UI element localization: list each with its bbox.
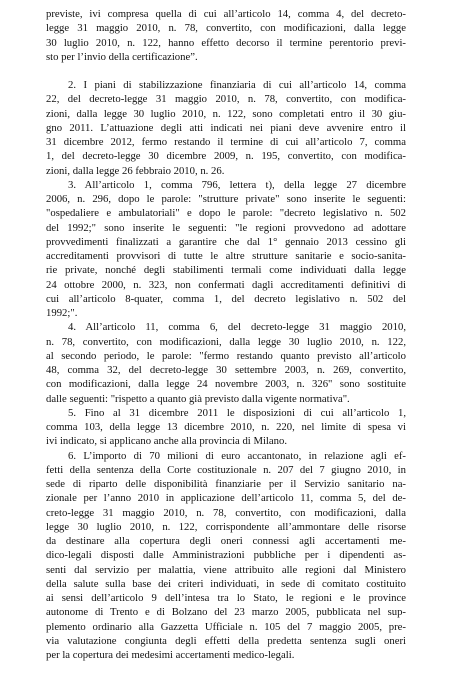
text-line: ivi indicato, si applicano anche alla provincia di Milano.: [46, 435, 287, 448]
text-line: 1, del decreto-legge 30 dicembre 2009, n. 195, convertito, con modifica-: [46, 150, 406, 163]
text-line: 31 dicembre 2012, fermo restando il termine di cui all’articolo 7, comma: [46, 136, 406, 148]
text-line: provvedimenti finalizzati a garantire che dal 1° gennaio 2013 cessino gli: [46, 235, 406, 248]
text-line: legge 30 luglio 2010, n. 122, corrispondente all’ammontare delle risorse: [46, 520, 406, 533]
text-line: accreditamenti provvisori di tutte le altre strutture sanitarie e socio-sanita-: [46, 250, 406, 262]
text-line: ai sensi dell’articolo 9 dell’intesa tra lo Stato, le regioni e le province: [46, 592, 406, 604]
text-line: 2006, n. 296, dopo le parole: "strutture private" sono inserite le seguenti:: [46, 193, 406, 205]
text-line: plemento ordinario alla Gazzetta Ufficiale n. 105 del 7 maggio 2005, pre-: [46, 620, 406, 633]
text-line: dico-legali disposti dalle Amministrazioni pubbliche per i dipendenti as-: [46, 549, 406, 562]
text-line: zionale per l’anno 2010 in applicazione dell’articolo 11, comma 5, del de-: [46, 492, 406, 505]
text-line: per la copertura dei medesimi accertamenti medico-legali.: [46, 649, 295, 661]
text-line: 24 ottobre 2000, n. 323, non confermati dagli accreditamenti definitivi di: [46, 278, 406, 291]
paragraph-3: [46, 178, 406, 321]
paragraph-gap: [46, 64, 406, 78]
text-line: senti dal servizio per malattia, viene attribuito alle regioni dal Ministero: [46, 563, 406, 576]
text-line: al secondo periodo, le parole: "fermo restando quanto previsto all’articolo: [46, 349, 406, 362]
text-line: creto-legge 31 maggio 2010, n. 78, convertito, con modificazioni, dalla: [46, 506, 406, 519]
text-line: 2. I piani di stabilizzazione finanziaria di cui all’articolo 14, comma: [68, 79, 406, 91]
paragraph-5: [46, 406, 406, 449]
text-line: rie private, nonché degli stabilimenti termali come individuati dalla legge: [46, 264, 406, 277]
paragraph-intro: [46, 7, 406, 64]
text-line: 3. All’articolo 1, comma 796, lettera t), della legge 27 dicembre: [68, 178, 406, 191]
text-line: della salute sulla base dei criteri individuati, in sede di comitato costituito: [46, 577, 406, 590]
text-line: 48, comma 32, del decreto-legge 30 settembre 2003, n. 269, convertito,: [46, 364, 406, 376]
text-line: sto per l’invio della certificazione”.: [46, 50, 198, 63]
text-line: gno 2011. L’attuazione degli atti indicati nei piani deve avvenire entro il: [46, 121, 406, 134]
text-line: legge 31 maggio 2010, n. 78, convertito, con modificazioni, dalla legge: [46, 22, 406, 35]
text-line: 5. Fino al 31 dicembre 2011 le disposizioni di cui all’articolo 1,: [68, 406, 406, 419]
text-line: fetti della sentenza della Corte costituzionale n. 207 del 7 giugno 2010, in: [46, 463, 406, 476]
text-line: zioni, dalla legge 30 luglio 2010, n. 122, sono completati entro il 30 giu-: [46, 107, 406, 120]
text-line: n. 78, convertito, con modificazioni, dalla legge 30 luglio 2010, n. 122,: [46, 335, 406, 348]
text-line: comma 103, della legge 13 dicembre 2010, n. 220, nel limite di spesa vi: [46, 421, 406, 433]
text-line: 1992;".: [46, 307, 78, 319]
text-line: cui all’articolo 8-quater, comma 1, del decreto legislativo n. 502 del: [46, 292, 406, 305]
text-line: da destinare alla copertura degli oneri connessi agli accertamenti me-: [46, 535, 406, 547]
text-line: zioni, dalla legge 26 febbraio 2010, n. 26.: [46, 164, 225, 177]
text-line: dalle seguenti: "rispetto a quanto già previsto dalla vigente normativa".: [46, 392, 350, 405]
paragraph-6: [46, 449, 406, 663]
text-line: con modificazioni, dalla legge 24 novembre 2003, n. 326" sono sostituite: [46, 378, 406, 391]
paragraph-4: [46, 320, 406, 406]
text-line: "ospedaliere e ambulatoriali" e dopo le parole: "decreto legislativo n. 502: [46, 207, 406, 220]
text-line: previste, ivi compresa quella di cui all’articolo 14, comma 4, del decreto-: [46, 8, 406, 20]
text-line: sede di riparto delle disponibilità finanziarie per il Servizio sanitario na-: [46, 478, 406, 490]
text-line: del 1992;" sono inserite le seguenti: "le regioni provvedono ad adottare: [46, 221, 406, 234]
text-line: autonome di Trento e di Bolzano del 23 marzo 2005, pubblicata nel sup-: [46, 606, 406, 619]
document-page: [46, 7, 406, 662]
text-line: 22, del decreto-legge 31 maggio 2010, n. 78, convertito, con modifica-: [46, 93, 406, 106]
text-line: via valutazione congiunta degli effetti della predetta sentenza sugli oneri: [46, 634, 406, 647]
text-line: 6. L’importo di 70 milioni di euro accantonato, in relazione agli ef-: [68, 449, 406, 462]
paragraph-2: [46, 78, 406, 178]
text-line: 4. All’articolo 11, comma 6, del decreto-legge 31 maggio 2010,: [68, 321, 406, 334]
text-line: 30 luglio 2010, n. 122, hanno effetto decorso il termine perentorio previ-: [46, 36, 406, 49]
